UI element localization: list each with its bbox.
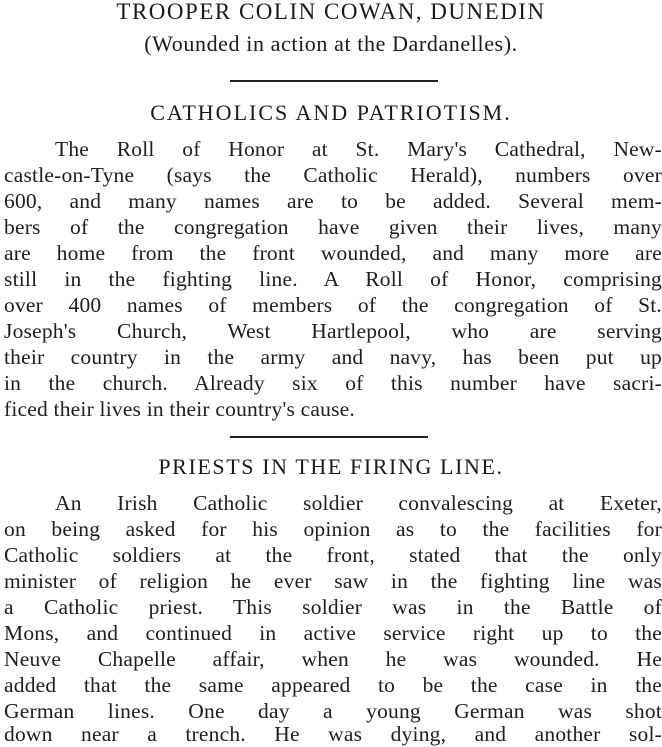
article-heading: PRIESTS IN THE FIRING LINE.	[158, 454, 504, 479]
divider-rule	[230, 80, 438, 82]
article-line: Mons, and continued in active service right up to the	[4, 621, 662, 645]
article-line: bers of the congregation have given their lives, many	[4, 215, 662, 239]
page-caption: (Wounded in action at the Dardanelles).	[144, 31, 518, 56]
article-line: still in the fighting line. A Roll of Honor, comprising	[4, 267, 662, 291]
article-line: An Irish Catholic soldier convalescing at Exeter,	[55, 491, 662, 515]
article-line: Neuve Chapelle affair, when he was wounded. He	[4, 647, 662, 671]
article-line: their country in the army and navy, has been put up	[4, 345, 662, 369]
divider-rule	[230, 436, 428, 438]
article-line: German lines. One day a young German was shot	[4, 699, 662, 723]
article-line: minister of religion he ever saw in the fighting line was	[4, 569, 662, 593]
article-heading: CATHOLICS AND PATRIOTISM.	[150, 100, 512, 125]
article-line: in the church. Already six of this number have sacri-	[4, 371, 662, 395]
article-line: a Catholic priest. This soldier was in the Battle of	[4, 595, 662, 619]
article-line: on being asked for his opinion as to the facilities for	[4, 517, 662, 541]
article-line: castle-on-Tyne (says the Catholic Herald), numbers over	[4, 163, 662, 187]
page-title: TROOPER COLIN COWAN, DUNEDIN	[116, 0, 546, 24]
article-line: Joseph's Church, West Hartlepool, who are serving	[4, 319, 662, 343]
article-line: down near a trench. He was dying, and another sol-	[4, 722, 662, 746]
article-line: Catholic soldiers at the front, stated that the only	[4, 543, 662, 567]
article-line: added that the same appeared to be the case in the	[4, 673, 662, 697]
article-line: are home from the front wounded, and many more are	[4, 241, 662, 265]
article-line: ficed their lives in their country's cause.	[4, 397, 355, 421]
article-line: The Roll of Honor at St. Mary's Cathedral, New-	[55, 137, 662, 161]
article-line: over 400 names of members of the congregation of St.	[4, 293, 662, 317]
article-line: 600, and many names are to be added. Several mem-	[4, 189, 662, 213]
